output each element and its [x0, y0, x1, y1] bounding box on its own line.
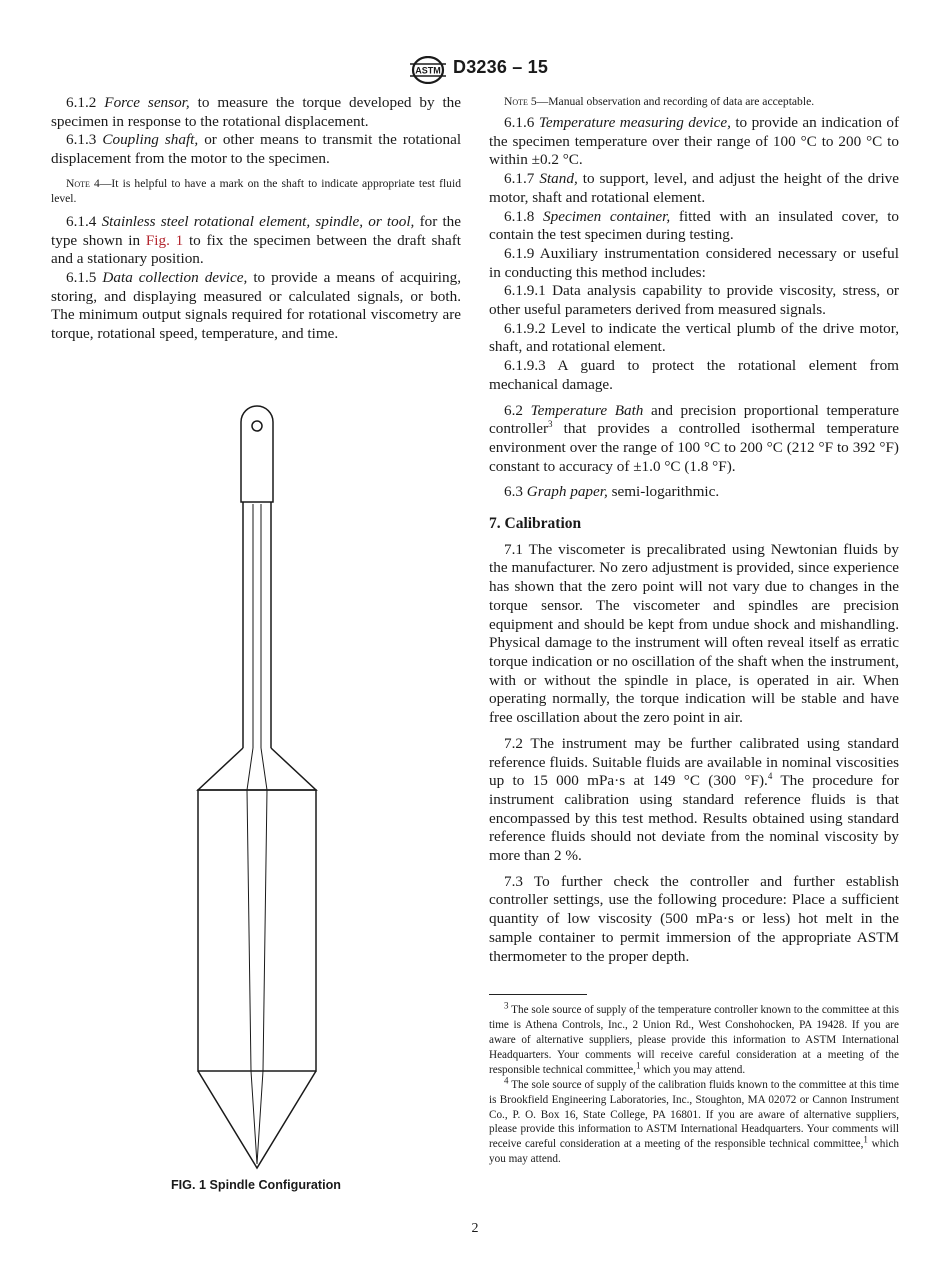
footnote-4: $^4$ The sole source of supply of the calibration fluids known to the committee at this time is Brookfield Engineering Laboratories, Inc., Stoughton, MA 02072 or Cannon Instrument Co., P. O. Box 16, State College, PA 16801. If you are aware of alternative suppliers, please provide this information to ASTM International Headquarters. Your comments will receive careful consideration at a meeting of the responsible technical committee,$^1$ which you may attend.: [489, 1075, 899, 1166]
left-column: [51, 94, 461, 344]
paragraph-6-1-2: 6.1.2 Force sensor, to measure the torque developed by the specimen in response to the rotational displacement.: [51, 94, 462, 130]
paragraph-6-1-9: 6.1.9 Auxiliary instrumentation considered necessary or useful in conducting this method includes:: [489, 244, 899, 281]
paragraph-6-1-9-1: 6.1.9.1 Data analysis capability to provide viscosity, stress, or other useful parameters derived from measured signals.: [489, 282, 899, 319]
paragraph-7-1: 7.1 The viscometer is precalibrated using Newtonian fluids by the manufacturer. No zero adjustment is provided, since experience has shown that the zero point will not vary due to changes in the torque sensor. The viscometer and spindles are precision equipment and should be kept from undue shock and mishandling. Physical damage to the instrument will often reveal itself as erratic torque indication or no oscillation of the shaft when the instrument, with or without the spindle in place, is operated in air. When operating normally, the torque indication will be stable and have free oscillation about the zero point in air.: [489, 540, 899, 727]
astm-logo: [408, 56, 448, 84]
footnote-ref-3[interactable]: 3: [548, 419, 553, 430]
paragraph-6-1-9-3: 6.1.9.3 A guard to protect the rotational element from mechanical damage.: [489, 357, 899, 393]
figure-caption: FIG. 1 Spindle Configuration: [170, 1178, 341, 1192]
astm-logo-icon: [408, 56, 448, 84]
page-header: [0, 56, 950, 84]
right-column: [489, 94, 899, 1167]
paragraph-6-1-7: 6.1.7 Stand, to support, level, and adjust the height of the drive motor, shaft and rotational element.: [489, 170, 900, 206]
spindle-drawing: [190, 404, 324, 1176]
footnote-divider: [489, 994, 587, 995]
document-designation: D3236 – 15: [453, 57, 549, 77]
note-5: Note 5—Manual observation and recording of data are acceptable.: [504, 95, 815, 108]
figure-1-link[interactable]: Fig. 1: [145, 231, 184, 249]
section-7-title: 7. Calibration: [489, 515, 582, 533]
spindle-figure: [190, 404, 324, 1176]
paragraph-6-1-9-2: 6.1.9.2 Level to indicate the vertical plumb of the drive motor, shaft, and rotational element.: [489, 319, 899, 356]
page-number: 2: [471, 1221, 479, 1236]
paragraph-6-2: 6.2 Temperature Bath and precision proportional temperature controller$^3$ that provides a controlled isothermal temperature environment over the range of 100 °C to 200 °C (212 °F to 392 °F) constant to accuracy of ±1.0 °C (1.8 °F).: [489, 401, 900, 475]
svg-text:ASTM: ASTM: [415, 65, 441, 76]
paragraph-6-1-3: 6.1.3 Coupling shaft, or other means to transmit the rotational displacement from the motor to the specimen.: [51, 131, 462, 168]
footnote-3: $^3$ The sole source of supply of the temperature controller known to the committee at this time is Athena Controls, Inc., 2 Union Rd., West Conshohocken, PA 19428. If you are aware of alternative suppliers, please provide this information to ASTM International Headquarters. Your comments will receive careful consideration at a meeting of the responsible technical committee,$^1$ which you may attend.: [489, 1000, 899, 1076]
paragraph-6-1-8: 6.1.8 Specimen container, fitted with an insulated cover, to contain the test specimen during testing.: [489, 207, 900, 244]
note-4: Note 4—It is helpful to have a mark on the shaft to indicate appropriate test fluid level.: [51, 176, 461, 205]
paragraph-6-1-4: 6.1.4 Stainless steel rotational element, spindle, or tool, for the type shown in Fig. 1 to fix the specimen between the draft shaft and a stationary position.: [51, 212, 462, 268]
paragraph-7-3: 7.3 To further check the controller and further establish controller settings, use the following procedure: Place a sufficient quantity of low viscosity (500 mPa·s or less) hot melt in the sample container to permit immersion of the appropriate ASTM thermometer to the proper depth.: [489, 872, 899, 965]
paragraph-6-1-6: 6.1.6 Temperature measuring device, to provide an indication of the specimen temperature over their range of 100 °C to 200 °C to within ±0.2 °C.: [489, 114, 899, 169]
paragraph-7-2: 7.2 The instrument may be further calibrated using standard reference fluids. Suitable fluids are available in nominal viscosities up to 15 000 mPa·s at 149 °C (300 °F).$^4$ The procedure for instrument calibration using standard reference fluids is that encompassed by this test method. Results obtained using standard reference fluids should not deviate from the nominal viscosity by more than 2 %.: [489, 734, 899, 865]
paragraph-6-1-5: 6.1.5 Data collection device, to provide a means of acquiring, storing, and displaying measured or calculated signals, or both. The minimum output signals required for rotational viscometry are torque, rotational speed, temperature, and time.: [51, 268, 461, 343]
paragraph-6-3: 6.3 Graph paper, semi-logarithmic.: [504, 483, 720, 501]
footnote-ref-4[interactable]: 4: [767, 771, 773, 782]
